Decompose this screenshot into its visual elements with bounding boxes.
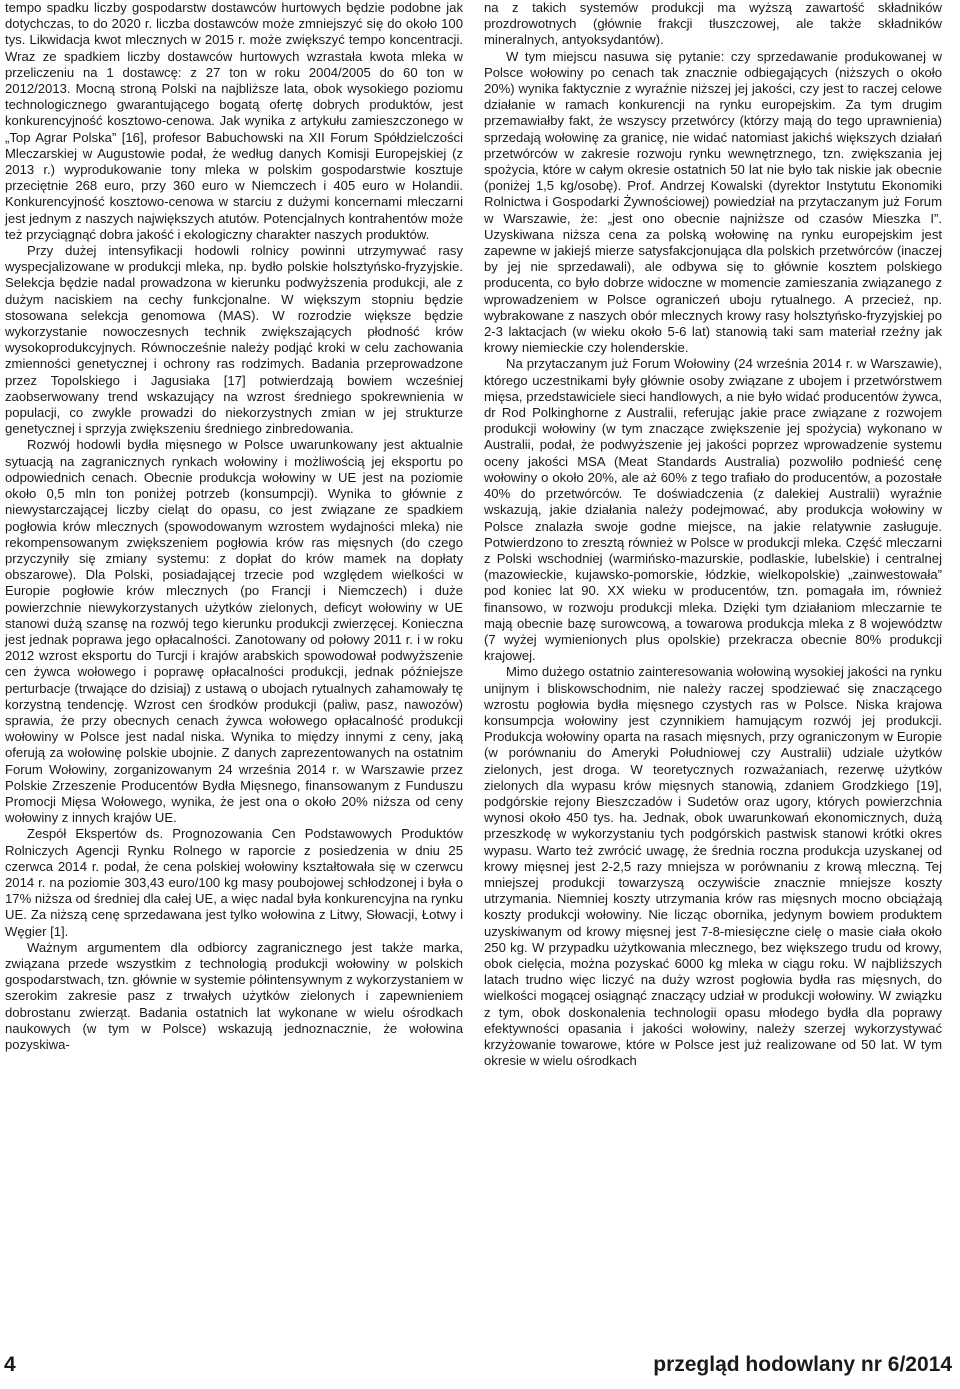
- journal-title: przegląd hodowlany nr 6/2014: [653, 1353, 952, 1376]
- page-number: 4: [4, 1353, 16, 1376]
- paragraph: Zespół Ekspertów ds. Prognozowania Cen Podstawowych Produktów Rolniczych Agencji Rynku Rolnego w raporcie z posiedzenia w dniu 25 czerwca 2014 r. podał, że cena polskiej wołowiny kształtowała się w czerwcu 2014 r. na poziomie 303,43 euro/100 kg masy poubojowej schłodzonej i była o 17% niższa od średniej dla całej UE, a więc nadal była konkurencyjna na rynku UE. Za niższą cenę sprzedawana jest tylko wołowina z Litwy, Słowacji, Łotwy i Węgier [1].: [5, 826, 463, 939]
- paragraph: Ważnym argumentem dla odbiorcy zagranicznego jest także marka, związana przede wszystkim z technologią produkcji wołowiny w polskich gospodarstwach, tzn. głównie w systemie półintensywnym z wykorzystaniem w szerokim zakresie pasz z trwałych użytków zielonych i zapewnieniem dobrostanu zwierząt. Badania ostatnich lat wykonane w wielu ośrodkach naukowych (w tym w Polsce) wskazują jednoznacznie, że wołowina pozyskiwa-: [5, 939, 463, 1052]
- left-column: [5, 0, 463, 1053]
- paragraph: Rozwój hodowli bydła mięsnego w Polsce uwarunkowany jest aktualnie sytuacją na zagranicznych rynkach wołowiny i możliwością jej eksportu po odpowiednich cenach. Obecnie produkcja wołowiny w UE jest na poziomie około 0,5 mln ton poniżej potrzeb (konsumpcji). Wynika to głównie z niewystarczającej liczby cieląt do opasu, co jest związane ze spadkiem pogłowia krów mlecznych (spowodowanym wzrostem wydajności mleka) nie rekompensowanym zwiększeniem pogłowia krów ras mięsnych (do czego przyczyniły się zmiany systemu: z dopłat do krów mamek na dopłaty obszarowe). Dla Polski, posiadającej trzecie pod względem wielkości w Europie pogłowie krów mlecznych (po Francji i Niemczech) i duże powierzchnie niewykorzystanych użytków zielonych, deficyt wołowiny w UE stanowi dużą szansę na rozwój tego kierunku produkcji zwierzęcej. Konieczna jest jednak poprawa jego opłacalności. Zanotowany od połowy 2011 r. i w roku 2012 wzrost eksportu do Turcji i krajów arabskich spowodował podwyższenie cen żywca wołowego i poprawę opłacalności produkcji, jednak późniejsze perturbacje (trwające do dzisiaj) z ustawą o ubojach rytualnych zahamowały tę korzystną tendencję. Wzrost cen środków produkcji (paliw, pasz, nawozów) sprawia, że przy obecnych cenach żywca wołowego opłacalność produkcji wołowiny w Polsce jest nadal niska. Wynika to między innymi z ceny, jaką oferują za wołowinę polskie ubojnie. Z danych zaprezentowanych na ostatnim Forum Wołowiny, zorganizowanym 24 września 2014 r. w Warszawie przez Polskie Zrzeszenie Producentów Bydła Mięsnego, finansowanym z Funduszu Promocji Mięsa Wołowego, wynika, że jest ona o około 20% niższa od ceny wołowiny z innych krajów UE.: [5, 437, 463, 826]
- paragraph: W tym miejscu nasuwa się pytanie: czy sprzedawanie produkowanej w Polsce wołowiny po cenach tak znacznie odbiegających (niższych o około 20%) wynika faktycznie z wyraźnie niższej jej jakości, czy jest to raczej celowe działanie w ramach konkurencji na rynku europejskim. Za tym drugim przemawiałby fakt, że wszyscy przetwórcy (którzy mają do tego uprawnienia) sprzedają wołowinę za granicę, nie widać natomiast jakichś większych działań przetwórców w zakresie rozwoju rynku wewnętrznego, tzn. zwiększania jej spożycia, które w całym okresie ostatnich 50 lat nie było tak niskie jak obecnie (poniżej 1,5 kg/osobę). Prof. Andrzej Kowalski (dyrektor Instytutu Ekonomiki Rolnictwa i Gospodarki Żywnościowej) powiedział na przytaczanym już Forum w Warszawie, że: „jest ono obecnie najniższe od czasów Mieszka I”. Uzyskiwana niższa cena za polską wołowinę na rynku europejskim jest zapewne w jakiejś mierze satysfakcjonująca dla polskich przetwórców (inaczej by jej nie sprzedawali), ale odbywa się to głównie kosztem polskiego producenta, co było dobrze widoczne w momencie zamieszania związanego z wprowadzeniem w Polsce ograniczeń uboju rytualnego. A przecież, np. wybrakowane z naszych obór mlecznych krowy rasy holsztyńsko-fryzyjskiej po 2-3 laktacjach (w wieku około 5-6 lat) stanowią taki sam materiał rzeźny jak krowy niemieckie czy holenderskie.: [484, 48, 942, 356]
- paragraph: Przy dużej intensyfikacji hodowli rolnicy powinni utrzymywać rasy wyspecjalizowane w produkcji mleka, np. bydło polskie holsztyńsko-fryzyjskie. Selekcja będzie nadal prowadzona w kierunku podwyższenia produkcji, ale z dużym naciskiem na cechy funkcjonalne. W większym stopniu będzie stosowana selekcja genomowa (MAS). W rozrodzie większe będzie wykorzystanie nowoczesnych technik zwiększających płodność krów wysokoprodukcyjnych. Równocześnie należy podjąć kroki w celu zachowania zmienności genetycznej i ochrony ras rodzimych. Badania przeprowadzone przez Topolskiego i Jagusiaka [17] potwierdzają bowiem wcześniej zaobserwowany trend wskazujący na wzrost średniego spokrewnienia w populacji, co zwykle prowadzi do niekorzystnych zmian w jej strukturze genetycznej i sprzyja zwiększeniu średniego zinbredowania.: [5, 243, 463, 437]
- paragraph: Mimo dużego ostatnio zainteresowania wołowiną wysokiej jakości na rynku unijnym i bliskowschodnim, nie należy raczej spodziewać się znaczącego wzrostu pogłowia bydła mięsnego czystych ras w Polsce. Niska krajowa konsumpcja wołowiny jest czynnikiem hamującym rozwój jej produkcji. Produkcja wołowiny oparta na rasach mięsnych, przy ograniczonym w Europie (w porównaniu do Ameryki Południowej czy Australii) udziale użytków zielonych, jest droga. W teoretycznych rozważaniach, rezerwę użytków zielonych dla wypasu krów mięsnych stanowią, zdaniem Grodzkiego [19], podgórskie rejony Bieszczadów i Sudetów oraz ugory, których powierzchnia wynosi około 450 tys. ha. Jednak, obok uwarunkowań ekonomicznych, dużą przeszkodę w wykorzystaniu tych podgórskich pastwisk stanowi krótki okres wypasu. Warto też zwrócić uwagę, że średnia roczna produkcja uzyskanej od krowy mięsnej jest 2-2,5 razy mniejsza w porównaniu z krową mleczną. Tej mniejszej produkcji towarzyszą oczywiście znacznie mniejsze koszty utrzymania. Niemniej koszty utrzymania krów ras mięsnych mocno obciążają koszty produkcji wołowiny. Nie licząc obornika, jedynym bowiem produktem uzyskiwanym od krowy mięsnej jest 7-8-miesięczne cielę o masie ciała około 250 kg. W przypadku użytkowania mlecznego, bez większego trudu od krowy, obok cielęcia, można pozyskać 6000 kg mleka w ciągu roku. W najbliższych latach trudno więc liczyć na duży wzrost pogłowia bydła ras mięsnych, do wielkości mogącej osiągnąć znaczący udział w produkcji wołowiny. W związku z tym, obok doskonalenia technologii opasu młodego bydła dla poprawy efektywności opasania i jakości wołowiny, należy szerzej wykorzystywać krzyżowanie towarowe, które w Polsce jest już realizowane od 50 lat. W tym okresie w wielu ośrodkach: [484, 664, 942, 1069]
- paragraph: na z takich systemów produkcji ma wyższą zawartość składników prozdrowotnych (głównie frakcji tłuszczowej, ale także składników mineralnych, antyoksydantów).: [484, 0, 942, 48]
- paragraph: tempo spadku liczby gospodarstw dostawców hurtowych będzie podobne jak dotychczas, to do 2020 r. liczba dostawców może zmniejszyć się do około 100 tys. Likwidacja kwot mlecznych w 2015 r. może zwiększyć tempo koncentracji. Wraz ze spadkiem liczby dostawców hurtowych wzrastała kwota mleka w przeliczeniu na 1 dostawcę: z 27 ton w roku 2004/2005 do 60 ton w 2012/2013. Mocną stroną Polski na najbliższe lata, obok wysokiego poziomu technologicznego gwarantującego bogatą ofertę dobrych produktów, jest konkurencyjność kosztowo-cenowa. Jak wynika z artykułu zamieszczonego w „Top Agrar Polska” [16], profesor Babuchowski na XII Forum Spółdzielczości Mleczarskiej w Augustowie podał, że według danych Komisji Europejskiej (z 2013 r.) wyprodukowanie tony mleka w polskim gospodarstwie kosztuje przeciętnie 268 euro, przy 360 euro w Niemczech i 405 euro w Holandii. Konkurencyjność kosztowo-cenowa w starciu z dużymi koncernami mleczarni jest jednym z naszych największych atutów. Potencjalnych kontrahentów może też przyciągnąć dobra jakość i ekologiczny charakter naszych produktów.: [5, 0, 463, 242]
- paragraph: Na przytaczanym już Forum Wołowiny (24 września 2014 r. w Warszawie), którego uczestnikami były głównie osoby związane z ubojem i przetwórstwem mięsa, przedstawiciele sieci handlowych, a nie było widać producentów żywca, dr Rod Polkinghorne z Australii, referując jakie prace związane z rozwojem produkcji wołowiny (w tym znaczące zwiększenie jej spożycia) wykonano w Australii, podał, że podwyższenie jej jakości poprzez wprowadzenie systemu oceny jakości MSA (Meat Standards Australia) pozwoliło podnieść cenę wołowiny o około 20%, ale aż 60% z tego trafiało do producentów, a pozostałe 40% do przetwórców. Te doświadczenia (z dalekiej Australii) wyraźnie wskazują, jakie działania należy podejmować, aby produkcja wołowiny w Polsce znalazła swoje godne miejsce, na jakie relatywnie zasługuje. Potwierdzono to zresztą również w Polsce w produkcji mleka. Część mleczarni z Polski wschodniej (warmińsko-mazurskie, podlaskie, lubelskie) i centralnej (mazowieckie, kujawsko-pomorskie, łódzkie, wielkopolskie) „zainwestowała” pod koniec lat 90. XX wieku w producentów, tzn. pomagała im, również finansowo, w rozwoju produkcji mleka. Dzięki tym działaniom mleczarnie te mają obecnie bazę surowcową, a towarowa produkcja mleka z 8 województw (7 wyżej wymienionych plus opolskie) przekracza obecnie 80% produkcji krajowej.: [484, 356, 942, 664]
- right-column: [484, 0, 942, 1069]
